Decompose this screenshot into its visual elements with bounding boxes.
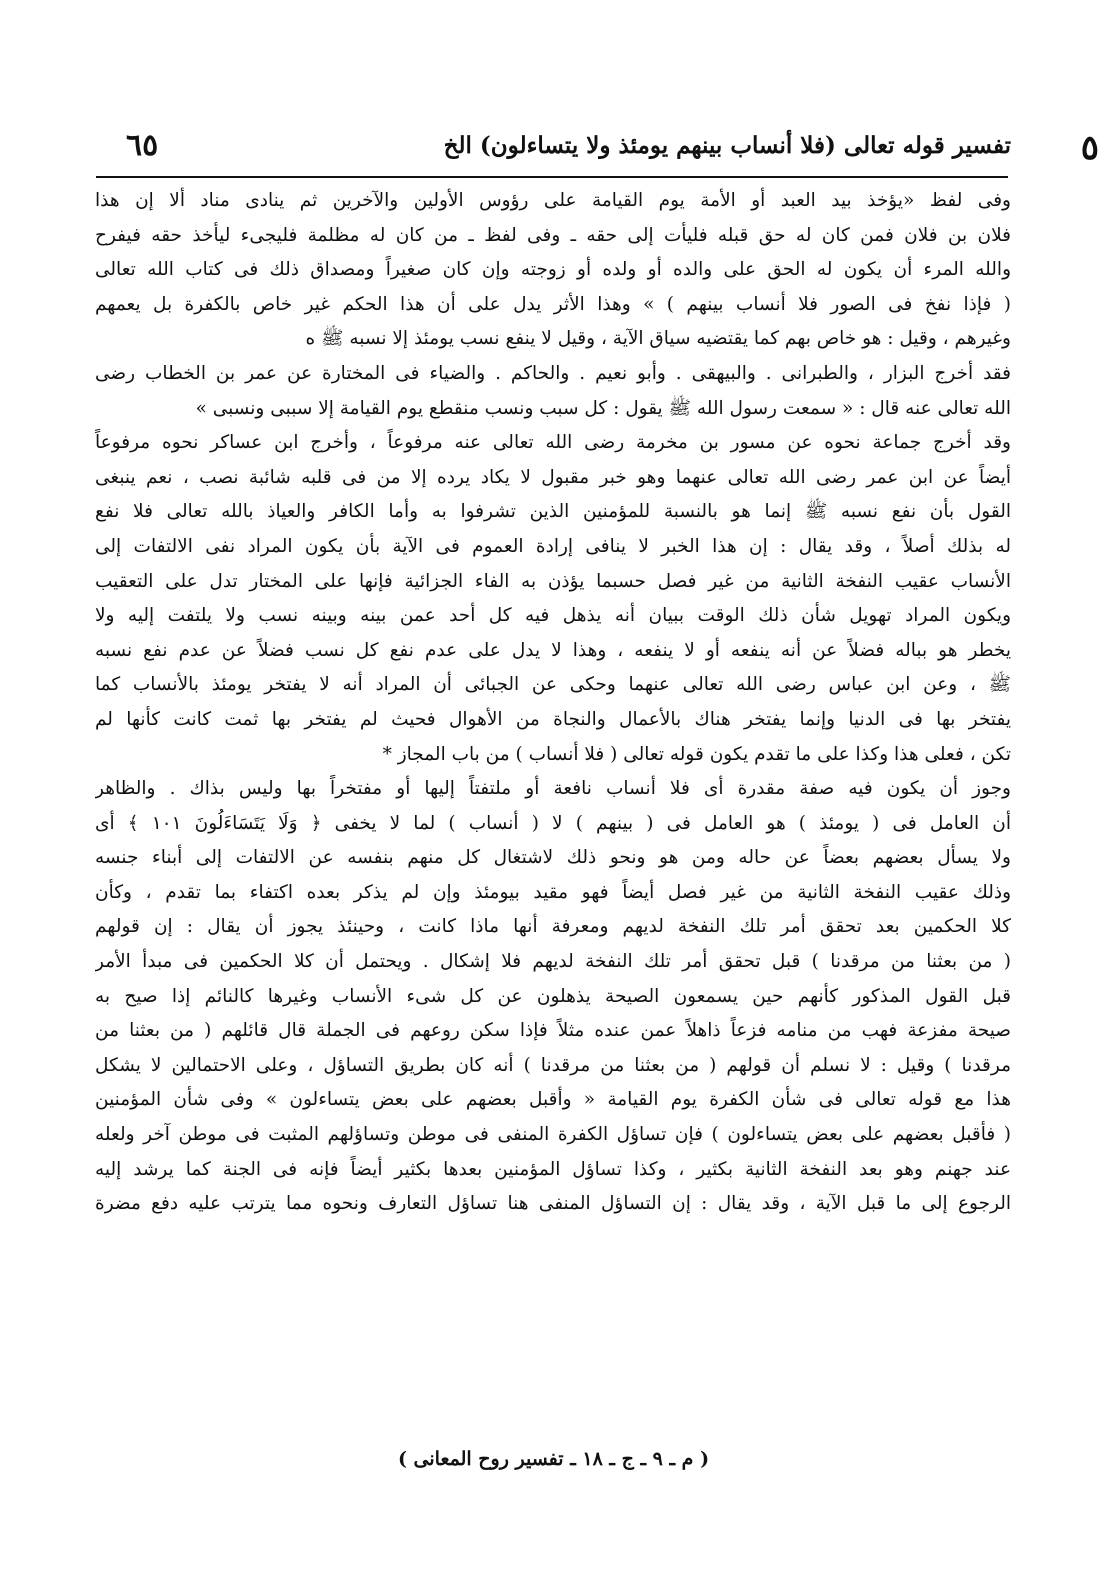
text-line: فقد أخرج البزار ، والطبرانى . والبيهقى . وأبو نعيم . والحاكم . والضياء فى المختارة عن عمر بن الخطاب رضى <box>95 362 1011 384</box>
text-line: فلان بن فلان فمن كان له حق قبله فليأت إلى حقه ـ وفى لفظ ـ من كان له مظلمة فليجىء ليأخذ حقه فيفرح <box>95 224 1011 246</box>
text-line: كلا الحكمين بعد تحقق أمر تلك النفخة لديهم ومعرفة أنها ماذا كانت ، وحينئذ يجوز أن يقال : إن قولهم <box>95 916 1011 938</box>
page-number: ٦٥ <box>126 128 159 163</box>
text-line: القول بأن نفع نسبه ﷺ إنما هو بالنسبة للمؤمنين الذين تشرفوا به وأما الكافر والعياذ بالله تعالى فلا نفع <box>95 501 1011 523</box>
text-line: الله تعالى عنه قال : « سمعت رسول الله ﷺ يقول : كل سبب ونسب منقطع يوم القيامة إلا سببى ونسبى » <box>195 397 1011 419</box>
margin-mark: ٥ <box>1080 128 1099 168</box>
text-line: وفى لفظ «يؤخذ بيد العبد أو الأمة يوم القيامة على رؤوس الأولين والآخرين ثم ينادى مناد ألا إن هذا <box>95 190 1011 211</box>
text-line: يفتخر بها فى الدنيا وإنما يفتخر هناك بالأعمال والنجاة من الأهوال فحيث لم يفتخر بها ثمت كانت كأنها لم <box>95 708 1011 730</box>
text-line: عند جهنم وهو بعد النفخة الثانية بكثير ، وكذا تساؤل المؤمنين بعدها بكثير أيضاً فإنه فى الجنة كما يرشد إليه <box>95 1158 1011 1180</box>
text-line: ﷺ ، وعن ابن عباس رضى الله تعالى عنهما وحكى عن الجبائى أن المراد أنه لا يفتخر يومئذ بالأنساب كما <box>95 674 1011 696</box>
text-line: هذا مع قوله تعالى فى شأن الكفرة يوم القيامة « وأقبل بعضهم على بعض يتساءلون » وفى شأن المؤمنين <box>95 1089 1011 1111</box>
text-body <box>95 184 1011 1222</box>
text-line: تكن ، فعلى هذا وكذا على ما تقدم يكون قوله تعالى ( فلا أنساب ) من باب المجاز * <box>382 743 1011 765</box>
text-line: والله المرء أن يكون له الحق على والده أو ولده أو زوجته وإن كان صغيراً ومصداق ذلك فى كتاب الله تعالى <box>95 259 1011 281</box>
text-line: يخطر هو بباله فضلاً عن أنه ينفعه أو لا ينفعه ، وهذا لا يدل على عدم نفع كل نسب فضلاً عن عدم نفع نسبه <box>95 639 1011 661</box>
page-footer: ( م ـ ٩ ـ ج ـ ١٨ ـ تفسير روح المعانى ) <box>397 1448 710 1470</box>
text-line: صيحة مفزعة فهب من منامه فزعاً ذاهلاً عمن عنده مثلاً فإذا سكن روعهم فى الجملة قال قائلهم ( من بعثنا من <box>95 1020 1011 1042</box>
text-line: وغيرهم ، وقيل : هو خاص بهم كما يقتضيه سياق الآية ، وقيل لا ينفع نسب يومئذ إلا نسبه ﷺ ه <box>305 328 1011 350</box>
text-line: وجوز أن يكون فيه صفة مقدرة أى فلا أنساب نافعة أو ملتفتاً إليها أو مفتخراً بها وليس بذاك . والظاهر <box>95 778 1011 800</box>
text-line: ويكون المراد تهويل شأن ذلك الوقت ببيان أنه يذهل فيه كل أحد عمن بينه وبينه نسب ولا يلتفت إليه ولا <box>95 605 1011 627</box>
running-title: تفسير قوله تعالى (فلا أنساب بينهم يومئذ ولا يتساءلون) الخ <box>443 132 1011 159</box>
text-line: أيضاً عن ابن عمر رضى الله تعالى عنهما وهو خبر مقبول لا يكاد يرده إلا من فى قلبه شائبة نصب ، نعم ينبغى <box>95 466 1011 488</box>
header-rule <box>96 176 1008 178</box>
text-line: مرقدنا ) وقيل : لا نسلم أن قولهم ( من بعثنا من مرقدنا ) أنه كان بطريق التساؤل ، وعلى الاحتمالين لا يشكل <box>95 1054 1011 1076</box>
text-line: وقد أخرج جماعة نحوه عن مسور بن مخرمة رضى الله تعالى عنه مرفوعاً ، وأخرج ابن عساكر نحوه مرفوعاً <box>95 432 1011 454</box>
text-line: وذلك عقيب النفخة الثانية من غير فصل أيضاً فهو مقيد بيومئذ وإن لم يذكر بعده اكتفاء بما تقدم ، وكأن <box>95 881 1011 903</box>
text-line: ولا يسأل بعضهم بعضاً عن حاله ومن هو ونحو ذلك لاشتغال كل منهم بنفسه عن الالتفات إلى أبناء جنسه <box>95 847 1011 869</box>
text-line: له بذلك أصلاً ، وقد يقال : إن هذا الخبر لا ينافى إرادة العموم فى الآية بأن يكون المراد نفى الالتفات إلى <box>95 535 1011 557</box>
text-line: ( فأقبل بعضهم على بعض يتساءلون ) فإن تساؤل الكفرة المنفى فى موطن وتساؤلهم المثبت فى موطن آخر ولعله <box>95 1124 1011 1146</box>
text-line: ( من بعثنا من مرقدنا ) قبل تحقق أمر تلك النفخة لديهم فلا إشكال . ويحتمل أن كلا الحكمين فى مبدأ الأمر <box>95 951 1011 973</box>
text-line: ( فإذا نفخ فى الصور فلا أنساب بينهم ) » وهذا الأثر يدل على أن هذا الحكم غير خاص بالكفرة بل يعمهم <box>95 293 1011 315</box>
text-line: قبل القول المذكور كأنهم حين يسمعون الصيحة يذهلون عن كل شىء الأنساب وغيرها كالنائم إذا صيح به <box>95 985 1011 1007</box>
text-line: الأنساب عقيب النفخة الثانية من غير فصل حسبما يؤذن به الفاء الجزائية فإنها على المختار تدل على التعقيب <box>95 570 1011 592</box>
text-line: الرجوع إلى ما قبل الآية ، وقد يقال : إن التساؤل المنفى هنا تساؤل التعارف ونحوه مما يترتب عليه دفع مضرة <box>95 1193 1011 1215</box>
running-header <box>96 128 1011 176</box>
text-line: أن العامل فى ( يومئذ ) هو العامل فى ( بينهم ) لا ( أنساب ) لما لا يخفى ﴿ وَلَا يَتَسَاءَلُونَ ١٠١ ﴾ أى <box>95 812 1011 834</box>
